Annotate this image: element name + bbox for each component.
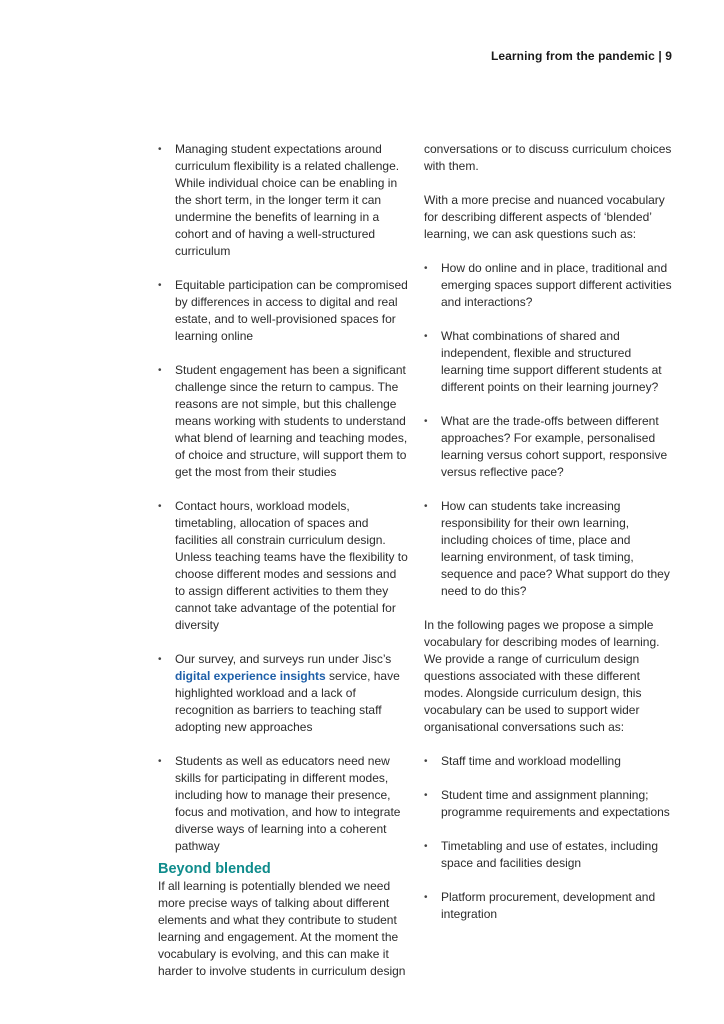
list-item: • Contact hours, workload models, timetabling, allocation of spaces and facilities all constrain curriculum design. Unless teaching teams have the flexibility to choose different modes and sessions and to assign different activities to them they cannot take advantage of the potential for diversity [158,498,408,634]
text-segment: service, have highlighted workload and a lack of recognition as barriers to teaching staff adopting new approaches [175,669,400,734]
digital-experience-insights-link[interactable]: digital experience insights [175,669,326,683]
right-column [424,141,674,940]
text-segment: Our survey, and surveys run under Jisc’s [175,652,392,666]
list-item: • How do online and in place, traditional and emerging spaces support different activities and interactions? [424,260,674,311]
list-item: • Timetabling and use of estates, including space and facilities design [424,838,674,872]
page-header: Learning from the pandemic | 9 [490,49,672,63]
vocabulary-paragraph: In the following pages we propose a simple vocabulary for describing modes of learning. We provide a range of curriculum design questions associated with these different modes. Alongside curriculum design, this vocabulary can be used to support wider organisational conversations such as: [424,618,660,734]
list-item: • Student engagement has been a significant challenge since the return to campus. The reasons are not simple, but this challenge means working with students to understand what blend of learning and teaching modes, of choice and structure, will support them to get the most from their studies [158,362,408,481]
list-item: • Equitable participation can be compromised by differences in access to digital and real estate, and to well-provisioned spaces for learning online [158,277,408,345]
list-item: • How can students take increasing responsibility for their own learning, including choices of time, place and learning environment, of task timing, sequence and pace? What support do they need to do this? [424,498,674,600]
left-column [158,141,408,980]
intro-paragraph: With a more precise and nuanced vocabulary for describing different aspects of ‘blended’ learning, we can ask questions such as: [424,193,665,241]
list-item: • Staff time and workload modelling [424,753,674,770]
continuation-paragraph: conversations or to discuss curriculum choices with them. [424,142,672,173]
list-item: • What are the trade-offs between different approaches? For example, personalised learning versus cohort support, responsive versus reflective pace? [424,413,674,481]
list-item [158,651,408,736]
list-item: • Platform procurement, development and integration [424,889,674,923]
list-item: • Students as well as educators need new skills for participating in different modes, including how to manage their presence, focus and motivation, and how to integrate diverse ways of learning into a coherent pathway [158,753,408,855]
section-heading: Beyond blended [158,861,271,877]
challenges-list [158,141,408,855]
questions-list [424,260,674,600]
conversations-list [424,753,674,923]
list-item: • Student time and assignment planning; programme requirements and expectations [424,787,674,821]
section-paragraph: If all learning is potentially blended we need more precise ways of talking about different elements and what they contribute to student learning and engagement. At the moment the vocabulary is evolving, and this can make it harder to involve students in curriculum design [158,879,406,978]
list-item: • What combinations of shared and independent, flexible and structured learning time support different students at different points on their learning journey? [424,328,674,396]
list-item: • Managing student expectations around curriculum flexibility is a related challenge. While individual choice can be enabling in the short term, in the longer term it can undermine the benefits of learning in a cohort and of having a well-structured curriculum [158,141,408,260]
